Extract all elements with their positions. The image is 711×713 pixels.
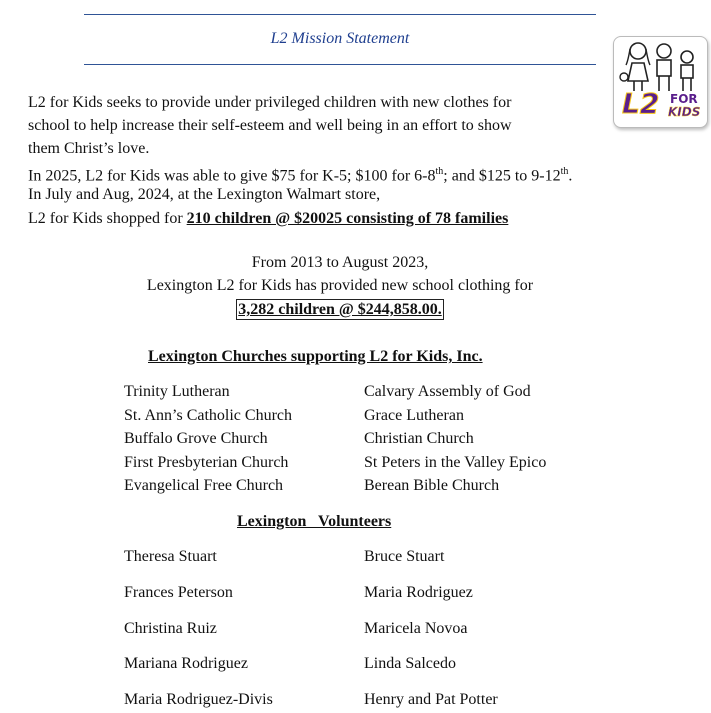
church-item: Christian Church	[364, 430, 474, 447]
church-item: Berean Bible Church	[364, 477, 500, 494]
volunteer-item: Henry and Pat Potter	[364, 691, 498, 708]
volunteer-item: Maria Rodriguez-Divis	[124, 691, 273, 708]
volunteers-heading: Lexington Volunteers	[237, 513, 392, 530]
volunteer-item: Linda Salcedo	[364, 655, 456, 672]
history-line-1: From 2013 to August 2023,	[251, 254, 429, 271]
page-title: L2 Mission Statement	[270, 30, 410, 47]
intro-line-4-part-b: ; and $125 to 9-12	[443, 167, 561, 185]
volunteer-item: Bruce Stuart	[364, 548, 445, 565]
volunteer-item: Theresa Stuart	[124, 548, 217, 565]
history-line-3	[0, 301, 680, 319]
intro-line-5: In July and Aug, 2024, at the Lexington Walmart store,	[28, 186, 381, 203]
intro-line-4-part-c: .	[568, 167, 573, 185]
church-item: Buffalo Grove Church	[124, 430, 268, 447]
history-line-2: Lexington L2 for Kids has provided new school clothing for	[146, 277, 534, 294]
intro-line-6	[28, 207, 508, 230]
intro-line-2: school to help increase their self-esteem and well being in an effort to show	[28, 117, 512, 134]
church-item: First Presbyterian Church	[124, 454, 289, 471]
volunteer-item: Christina Ruiz	[124, 620, 217, 637]
church-item: Grace Lutheran	[364, 407, 464, 424]
churches-heading: Lexington Churches supporting L2 for Kids, Inc.	[148, 348, 483, 365]
ordinal-suffix: th	[560, 166, 569, 177]
church-item: St Peters in the Valley Epico	[364, 454, 547, 471]
church-item: St. Ann’s Catholic Church	[124, 407, 292, 424]
logo-for-text: FOR	[670, 92, 698, 106]
volunteer-item: Frances Peterson	[124, 584, 233, 601]
volunteer-item: Maricela Novoa	[364, 620, 468, 637]
intro-line-3: them Christ’s love.	[28, 140, 150, 157]
church-item: Calvary Assembly of God	[364, 383, 531, 400]
header-top-rule	[84, 14, 596, 15]
intro-line-4-part-a: In 2025, L2 for Kids was able to give $75 for K-5; $100 for 6-8	[28, 167, 436, 185]
volunteer-item: Maria Rodriguez	[364, 584, 473, 601]
history-total: 3,282 children @ $244,858.00.	[238, 301, 442, 318]
church-item: Trinity Lutheran	[124, 383, 230, 400]
l2-for-kids-logo	[613, 36, 708, 128]
shopping-summary: 210 children @ $20025 consisting of 78 families	[186, 210, 509, 227]
logo-l2-text: L2	[622, 87, 660, 120]
header-bottom-rule	[84, 64, 596, 65]
ordinal-suffix: th	[435, 166, 444, 177]
logo-kids-text: KIDS	[668, 105, 701, 119]
intro-line-1: L2 for Kids seeks to provide under privileged children with new clothes for	[28, 94, 512, 111]
intro-line-6-lead: L2 for Kids shopped for	[28, 210, 187, 227]
volunteer-item: Mariana Rodriguez	[124, 655, 248, 672]
church-item: Evangelical Free Church	[124, 477, 284, 494]
